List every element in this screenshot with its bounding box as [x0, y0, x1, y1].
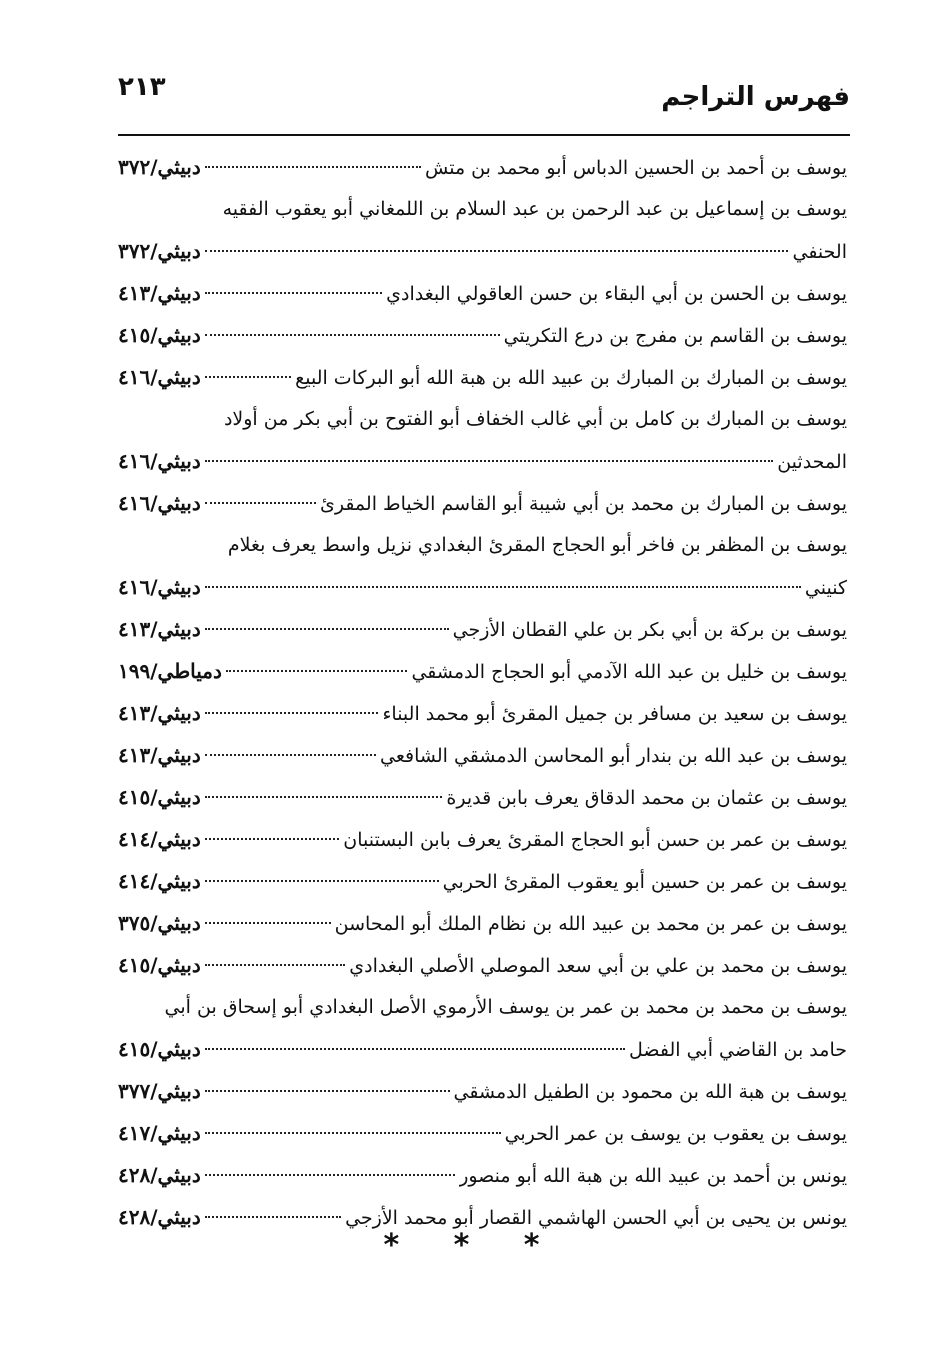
entry-line [118, 1070, 847, 1112]
entry-name: يوسف بن عثمان بن محمد الدقاق يعرف بابن قديرة [446, 787, 847, 809]
entry-line [118, 188, 847, 230]
index-entry [118, 944, 847, 986]
header-rule [118, 134, 850, 136]
page-title: فهرس التراجم [661, 82, 850, 112]
entry-reference: دبيثي/٤١٥ [118, 323, 201, 347]
entry-name: كنيني [804, 577, 847, 599]
index-entry [118, 818, 847, 860]
entry-reference: دبيثي/٤١٥ [118, 785, 201, 809]
entry-line [118, 692, 847, 734]
dot-leader [205, 754, 376, 756]
dot-leader [205, 964, 346, 966]
entry-reference: دبيثي/٤١٤ [118, 827, 201, 851]
entry-line [118, 608, 847, 650]
dot-leader [205, 712, 379, 714]
entry-name: يونس بن أحمد بن عبيد الله بن هبة الله أبو منصور [459, 1165, 847, 1187]
index-entry [118, 482, 847, 524]
dot-leader [205, 628, 449, 630]
entry-name: يوسف بن عبد الله بن بندار أبو المحاسن الدمشقي الشافعي [380, 745, 847, 767]
entry-line [118, 398, 847, 440]
entry-name: يوسف بن محمد بن محمد بن عمر بن يوسف الأرموي الأصل البغدادي أبو إسحاق بن أبي [164, 996, 847, 1018]
dot-leader [205, 460, 773, 462]
index-entry [118, 524, 847, 608]
index-entry [118, 608, 847, 650]
dot-leader [205, 838, 339, 840]
entry-reference: دبيثي/٤١٦ [118, 449, 201, 473]
entry-line [118, 650, 847, 692]
dot-leader [205, 292, 382, 294]
index-entry [118, 356, 847, 398]
entry-reference: دبيثي/٤١٦ [118, 365, 201, 389]
entry-line [118, 1154, 847, 1196]
entry-name: يوسف بن المظفر بن فاخر أبو الحجاج المقرئ البغدادي نزيل واسط يعرف بغلام [227, 534, 847, 556]
entry-line [118, 1028, 847, 1070]
entry-line [118, 566, 847, 608]
entries-list [118, 146, 847, 1238]
index-entry [118, 1070, 847, 1112]
entry-line [118, 314, 847, 356]
entry-line [118, 440, 847, 482]
entry-name: يوسف بن خليل بن عبد الله الآدمي أبو الحجاج الدمشقي [411, 661, 847, 683]
index-entry [118, 314, 847, 356]
entry-name: يوسف بن بركة بن أبي بكر بن علي القطان الأزجي [452, 619, 847, 641]
entry-reference: دبيثي/٣٧٢ [118, 239, 201, 263]
entry-line [118, 230, 847, 272]
entry-reference: دمياطي/١٩٩ [118, 659, 222, 683]
entry-reference: دبيثي/٤١٤ [118, 869, 201, 893]
entry-name: يوسف بن سعيد بن مسافر بن جميل المقرئ أبو محمد البناء [382, 703, 847, 725]
index-entry [118, 398, 847, 482]
dot-leader [205, 1132, 501, 1134]
entry-name: يوسف بن إسماعيل بن عبد الرحمن بن عبد السلام بن اللمغاني أبو يعقوب الفقيه [222, 198, 847, 220]
entry-reference: دبيثي/٤١٥ [118, 1037, 201, 1061]
entry-name: يوسف بن أحمد بن الحسين الدباس أبو محمد بن متش [425, 157, 847, 179]
dot-leader [205, 796, 443, 798]
index-entry [118, 188, 847, 272]
entry-reference: دبيثي/٤١٣ [118, 617, 201, 641]
entry-name: يوسف بن المبارك بن محمد بن أبي شيبة أبو القاسم الخياط المقرئ [319, 493, 847, 515]
entry-name: الحنفي [792, 241, 847, 263]
dot-leader [205, 166, 421, 168]
entry-line [118, 860, 847, 902]
dot-leader [205, 376, 291, 378]
entry-reference: دبيثي/٣٧٥ [118, 911, 201, 935]
index-entry [118, 776, 847, 818]
dot-leader [205, 334, 500, 336]
entry-reference: دبيثي/٤٢٨ [118, 1163, 201, 1187]
entry-name: يوسف بن الحسن بن أبي البقاء بن حسن العاقولي البغدادي [386, 283, 847, 305]
index-entry [118, 272, 847, 314]
dot-leader [205, 502, 316, 504]
page-number: ٢١٣ [118, 72, 166, 102]
entry-name: حامد بن القاضي أبي الفضل [629, 1039, 847, 1061]
entry-line [118, 146, 847, 188]
index-entry [118, 986, 847, 1070]
index-entry [118, 734, 847, 776]
entry-name: يوسف بن عمر بن حسين أبو يعقوب المقرئ الحربي [442, 871, 847, 893]
entry-reference: دبيثي/٤١٦ [118, 491, 201, 515]
dot-leader [205, 586, 801, 588]
index-entry [118, 1154, 847, 1196]
entry-reference: دبيثي/٤١٣ [118, 701, 201, 725]
dot-leader [205, 922, 331, 924]
entry-line [118, 1112, 847, 1154]
index-entry [118, 692, 847, 734]
entry-name: المحدثين [777, 451, 847, 473]
index-entry [118, 902, 847, 944]
dot-leader [205, 880, 439, 882]
entry-reference: دبيثي/٣٧٢ [118, 155, 201, 179]
entry-line [118, 524, 847, 566]
entry-line [118, 356, 847, 398]
index-entry [118, 146, 847, 188]
entry-name: يوسف بن المبارك بن المبارك بن عبيد الله بن هبة الله أبو البركات البيع [295, 367, 847, 389]
entry-line [118, 986, 847, 1028]
entry-reference: دبيثي/٤١٦ [118, 575, 201, 599]
end-ornament: * * * [383, 1228, 562, 1263]
entry-reference: دبيثي/٤٢٨ [118, 1205, 201, 1229]
entry-line [118, 902, 847, 944]
entry-name: يوسف بن عمر بن حسن أبو الحجاج المقرئ يعرف بابن البستنبان [343, 829, 847, 851]
entry-reference: دبيثي/٤١٥ [118, 953, 201, 977]
index-entry [118, 860, 847, 902]
dot-leader [205, 1174, 455, 1176]
dot-leader [205, 1216, 341, 1218]
entry-line [118, 734, 847, 776]
entry-reference: دبيثي/٤١٧ [118, 1121, 201, 1145]
entry-line [118, 944, 847, 986]
dot-leader [205, 1048, 625, 1050]
dot-leader [205, 250, 789, 252]
entry-line [118, 776, 847, 818]
entry-reference: دبيثي/٤١٣ [118, 743, 201, 767]
page-header [118, 70, 850, 132]
entry-name: يوسف بن محمد بن علي بن أبي سعد الموصلي الأصلي البغدادي [349, 955, 847, 977]
entry-name: يونس بن يحيى بن أبي الحسن الهاشمي القصار أبو محمد الأزجي [345, 1207, 847, 1229]
index-entry [118, 1112, 847, 1154]
entry-reference: دبيثي/٣٧٧ [118, 1079, 201, 1103]
entry-name: يوسف بن القاسم بن مفرج بن درع التكريتي [503, 325, 847, 347]
dot-leader [205, 1090, 450, 1092]
entry-name: يوسف بن يعقوب بن يوسف بن عمر الحربي [504, 1123, 847, 1145]
dot-leader [226, 670, 408, 672]
entry-line [118, 818, 847, 860]
entry-line [118, 482, 847, 524]
entry-name: يوسف بن هبة الله بن محمود بن الطفيل الدمشقي [453, 1081, 847, 1103]
entry-reference: دبيثي/٤١٣ [118, 281, 201, 305]
entry-line [118, 272, 847, 314]
entry-name: يوسف بن المبارك بن كامل بن أبي غالب الخفاف أبو الفتوح بن أبي بكر من أولاد [223, 408, 847, 430]
entry-name: يوسف بن عمر بن محمد بن عبيد الله بن نظام الملك أبو المحاسن [334, 913, 847, 935]
index-entry [118, 650, 847, 692]
